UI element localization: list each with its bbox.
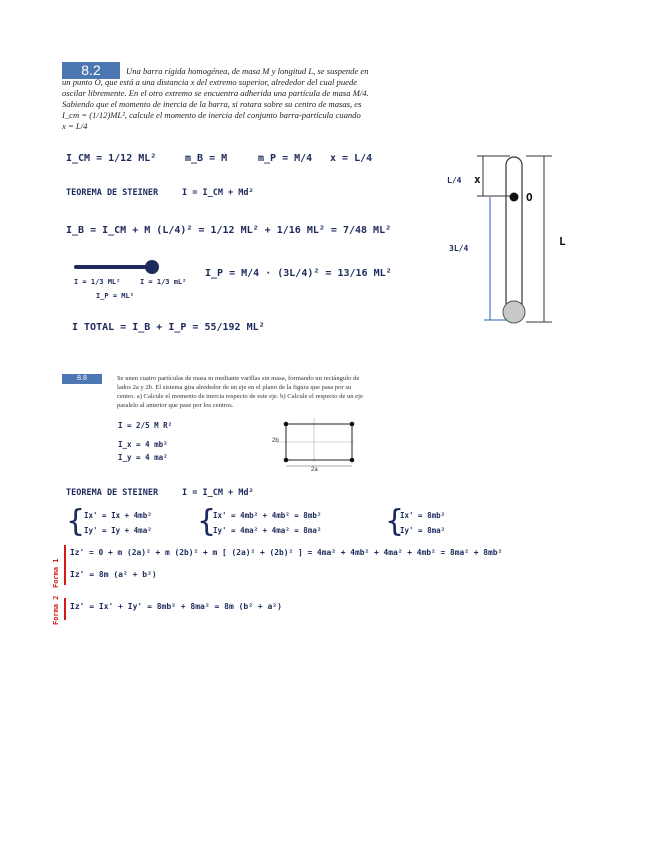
- problem-number-badge: 8.8: [62, 374, 102, 384]
- set1-ix: Ix' = Ix + 4mb²: [84, 511, 152, 520]
- forma-2-bar: [64, 598, 66, 620]
- formula-ix: I_x = 4 mb²: [118, 440, 168, 449]
- formula-iy: I_y = 4 ma²: [118, 453, 168, 462]
- problem-text-line: oscilar libremente. En el otro extremo se encuentra adherida una partícula de masa M/4.: [62, 88, 369, 98]
- problem-text-line: un punto O, que está a una distancia x del extremo superior, alrededor del cual puede: [62, 77, 358, 87]
- problem-text-line: paralelo al anterior que pase por los centros.: [117, 402, 234, 409]
- label-l-over-4: L/4: [447, 176, 462, 185]
- total-inertia-equation: I TOTAL = I_B + I_P = 55/192 ML²: [72, 322, 265, 333]
- label-o: O: [526, 191, 533, 204]
- problem-text-line: Sabiendo que el momento de inercia de la barra, si rotara sobre su centro de masas, es: [62, 99, 362, 109]
- problem-text-line: x = L/4: [62, 121, 88, 131]
- label-3l-over-4: 3L/4: [449, 244, 469, 253]
- figure-label-2b: 2b: [272, 438, 279, 444]
- problem-text-line: Se unen cuatro partículas de masa m mediante varillas sin masa, formando un rectángulo de: [117, 375, 360, 382]
- steiner-title: TEOREMA DE STEINER: [66, 488, 159, 498]
- forma-1-bar: [64, 545, 66, 585]
- forma-2-label: Forma 2: [52, 595, 60, 625]
- brace: {: [385, 504, 405, 539]
- given-mp: m_P = M/4: [258, 153, 313, 164]
- formula-sphere: I = 2/5 M R²: [118, 421, 173, 430]
- brace: {: [66, 504, 86, 539]
- problem-text-line: lados 2a y 2b. El sistema gira alrededor de un eje en el plano de la figura que pasa por su: [117, 384, 352, 391]
- particle-inertia-equation: I_P = M/4 · (3L/4)² = 13/16 ML²: [205, 268, 392, 279]
- forma-1-label: Forma 1: [52, 558, 60, 588]
- rod-note-2: I = 1/3 mL²: [140, 278, 187, 286]
- rod-sketch: [74, 257, 164, 277]
- rod-note-1: I = 1/3 ML²: [74, 278, 121, 286]
- steiner-formula: I = I_CM + Md²: [182, 488, 254, 498]
- set3-ix: Ix' = 8mb²: [400, 511, 446, 520]
- forma-1-line-2: Iz' = 8m (a² + b²): [70, 570, 157, 579]
- given-icm: I_CM = 1/12 ML²: [66, 153, 157, 164]
- brace: {: [197, 504, 217, 539]
- set3-iy: Iy' = 8ma²: [400, 526, 446, 535]
- given-mb: m_B = M: [185, 153, 228, 164]
- problem-number-badge: 8.2: [62, 62, 120, 79]
- problem-text-line: I_cm = (1/12)ML², calcule el momento de inercia del conjunto barra-partícula cuando: [62, 110, 361, 120]
- label-l: L: [559, 235, 566, 248]
- label-x: x: [474, 173, 481, 186]
- forma-2-line: Iz' = Ix' + Iy' = 8mb² + 8ma² = 8m (b² + a²): [70, 602, 282, 611]
- bar-inertia-equation: I_B = I_CM + M (L/4)² = 1/12 ML² + 1/16 ML² = 7/48 ML²: [66, 225, 392, 236]
- figure-label-2a: 2a: [311, 467, 318, 473]
- set2-ix: Ix' = 4mb² + 4mb² = 8mb²: [213, 511, 322, 520]
- problem-text-line: Una barra rígida homogénea, de masa M y longitud L, se suspende en: [126, 66, 369, 76]
- problem-text-line: centro. a) Calcule el momento de inercia respecto de este eje. b) Calcule el respecto de un eje: [117, 393, 363, 400]
- set2-iy: Iy' = 4ma² + 4ma² = 8ma²: [213, 526, 322, 535]
- given-x: x = L/4: [330, 153, 373, 164]
- forma-1-line-1: Iz' = 0 + m (2a)² + m (2b)² + m [ (2a)² + (2b)² ] = 4ma² + 4mb² + 4ma² + 4mb² = 8ma² + 8mb²: [70, 548, 503, 557]
- steiner-title: TEOREMA DE STEINER: [66, 188, 159, 198]
- set1-iy: Iy' = Iy + 4ma²: [84, 526, 152, 535]
- rod-note-3: I_P = ML²: [96, 292, 134, 300]
- steiner-formula: I = I_CM + Md²: [182, 188, 254, 198]
